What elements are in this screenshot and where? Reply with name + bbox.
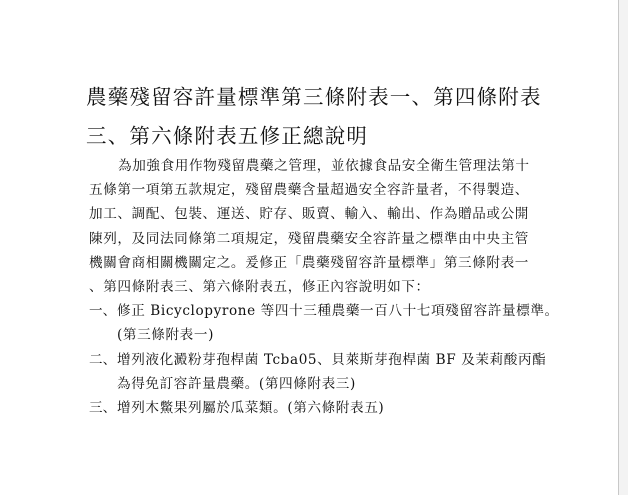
list-item-line: 修正 Bicyclopyrone 等四十三種農藥一百八十七項殘留容許量標準。 <box>117 303 559 319</box>
list-item-line: 增列液化澱粉芽孢桿菌 Tcba05、貝萊斯芽孢桿菌 BF 及茉莉酸丙酯 <box>117 352 547 368</box>
intro-line: 五條第一項第五款規定，殘留農藥含量超過安全容許量者，不得製造、 <box>89 182 530 198</box>
list-item-number: 一、 <box>89 303 117 319</box>
intro-line: 、第四條附表三、第六條附表五，修正內容說明如下： <box>89 279 430 295</box>
intro-line: 加工、調配、包裝、運送、貯存、販賣、輸入、輸出、作為贈品或公開 <box>89 206 530 222</box>
intro-line: 機關會商相關機關定之。爰修正「農藥殘留容許量標準」第三條附表一 <box>89 255 530 271</box>
list-item-line: (第三條附表一) <box>117 327 214 343</box>
intro-line: 陳列，及同法同條第二項規定，殘留農藥安全容許量之標準由中央主管 <box>89 231 530 247</box>
list-item-line: 增列木鱉果列屬於瓜菜類。(第六條附表五) <box>117 400 385 416</box>
viewer-scrollbar[interactable] <box>619 0 628 495</box>
list-item-line: 為得免訂容許量農藥。(第四條附表三) <box>117 376 356 392</box>
list-item-number: 三、 <box>89 400 117 416</box>
document-title-line-2: 三、第六條附表五修正總說明 <box>86 124 369 148</box>
intro-line: 為加強食用作物殘留農藥之管理，並依據食品安全衛生管理法第十 <box>118 158 530 174</box>
document-title-line-1: 農藥殘留容許量標準第三條附表一、第四條附表 <box>86 85 542 109</box>
list-item-number: 二、 <box>89 352 117 368</box>
